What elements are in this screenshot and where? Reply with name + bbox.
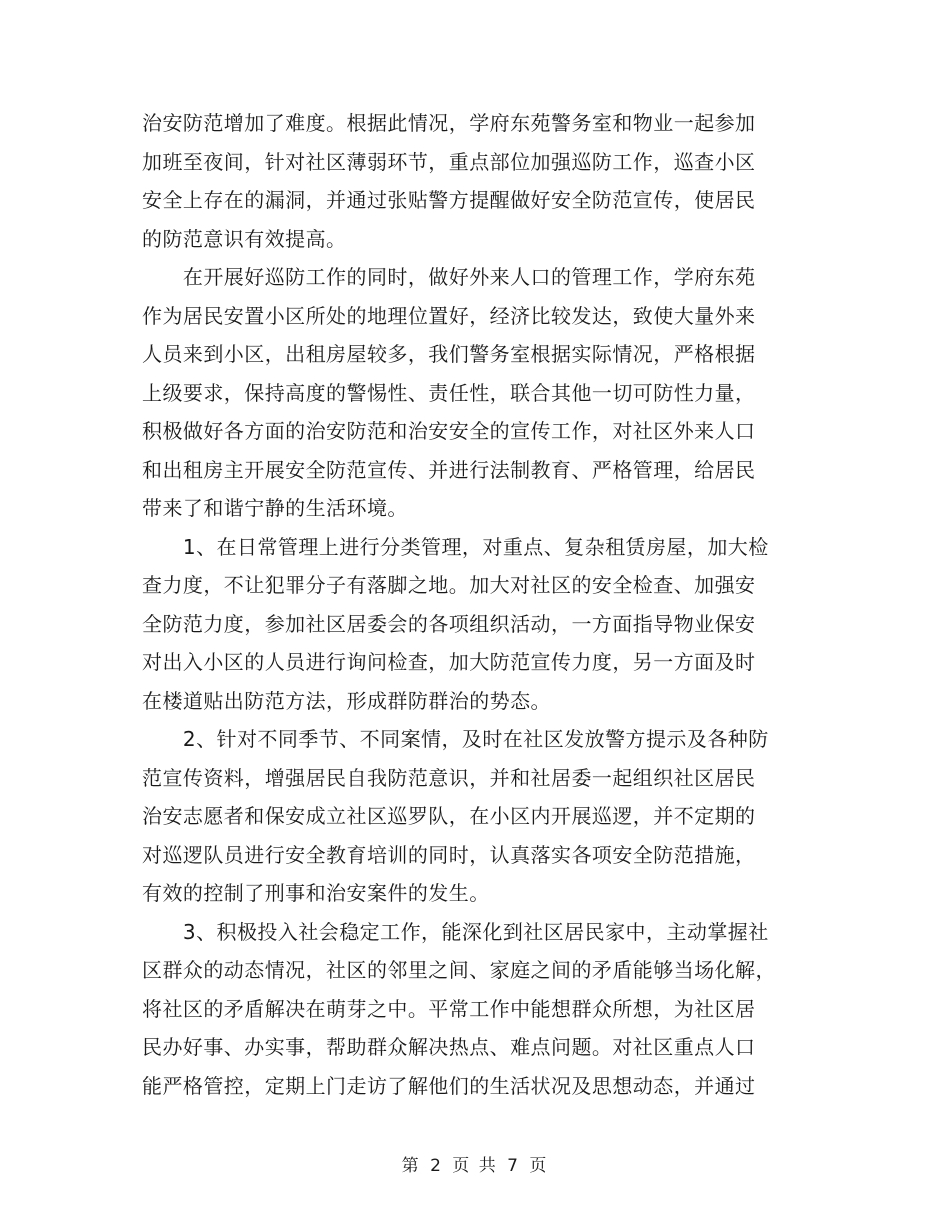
text-line: 治安志愿者和保安成立社区巡罗队，在小区内开展巡逻，并不定期的 (142, 804, 756, 828)
text-line: 民办好事、办实事，帮助群众解决热点、难点问题。对社区重点人口 (142, 1035, 756, 1059)
text-line: 积极做好各方面的治安防范和治安安全的宣传工作，对社区外来人口 (142, 419, 756, 443)
text-line: 作为居民安置小区所处的地理位置好，经济比较发达，致使大量外来 (142, 303, 756, 328)
text-line: 对巡逻队员进行安全教育培训的同时，认真落实各项安全防范措施， (142, 842, 756, 867)
text-line: 人员来到小区，出租房屋较多，我们警务室根据实际情况，严格根据 (142, 342, 756, 366)
footer-prefix: 第 (401, 1156, 421, 1176)
footer-suffix: 页 (529, 1156, 549, 1176)
footer-middle: 页 共 (452, 1156, 498, 1176)
text-line: 在楼道贴出防范方法，形成群防群治的势态。 (142, 688, 551, 713)
body-text (142, 104, 808, 1105)
text-line: 上级要求，保持高度的警惕性、责任性，联合其他一切可防性力量， (142, 380, 756, 405)
text-line: 查力度，不让犯罪分子有落脚之地。加大对社区的安全检查、加强安 (142, 573, 756, 597)
text-line: 对出入小区的人员进行询问检查，加大防范宣传力度，另一方面及时 (142, 650, 756, 674)
text-line: 带来了和谐宁静的生活环境。 (142, 496, 408, 520)
text-line: 1、在日常管理上进行分类管理，对重点、复杂租赁房屋，加大检 (142, 534, 769, 559)
text-line: 范宣传资料，增强居民自我防范意识，并和社居委一起组织社区居民 (142, 765, 756, 790)
current-page-number: 2 (430, 1156, 443, 1176)
text-line: 和出租房主开展安全防范宣传、并进行法制教育、严格管理，给居民 (142, 457, 756, 482)
text-line: 加班至夜间，针对社区薄弱环节，重点部位加强巡防工作，巡查小区 (142, 149, 756, 174)
text-line: 有效的控制了刑事和治安案件的发生。 (142, 881, 490, 905)
text-line: 治安防范增加了难度。根据此情况，学府东苑警务室和物业一起参加 (142, 111, 756, 135)
text-line: 在开展好巡防工作的同时，做好外来人口的管理工作，学府东苑 (142, 265, 756, 289)
page-footer (0, 1151, 950, 1176)
text-line: 3、积极投入社会稳定工作，能深化到社区居民家中，主动掌握社 (142, 919, 769, 944)
text-line: 2、针对不同季节、不同案情，及时在社区发放警方提示及各种防 (142, 727, 769, 751)
text-line: 全防范力度，参加社区居委会的各项组织活动，一方面指导物业保安 (142, 611, 756, 636)
text-line: 的防范意识有效提高。 (142, 226, 347, 251)
text-line: 安全上存在的漏洞，并通过张贴警方提醒做好安全防范宣传，使居民 (142, 188, 756, 212)
text-line: 将社区的矛盾解决在萌芽之中。平常工作中能想群众所想，为社区居 (142, 996, 756, 1021)
text-line: 区群众的动态情况，社区的邻里之间、家庭之间的矛盾能够当场化解， (142, 958, 776, 982)
total-page-count: 7 (507, 1156, 520, 1176)
text-line: 能严格管控，定期上门走访了解他们的生活状况及思想动态，并通过 (142, 1073, 756, 1098)
